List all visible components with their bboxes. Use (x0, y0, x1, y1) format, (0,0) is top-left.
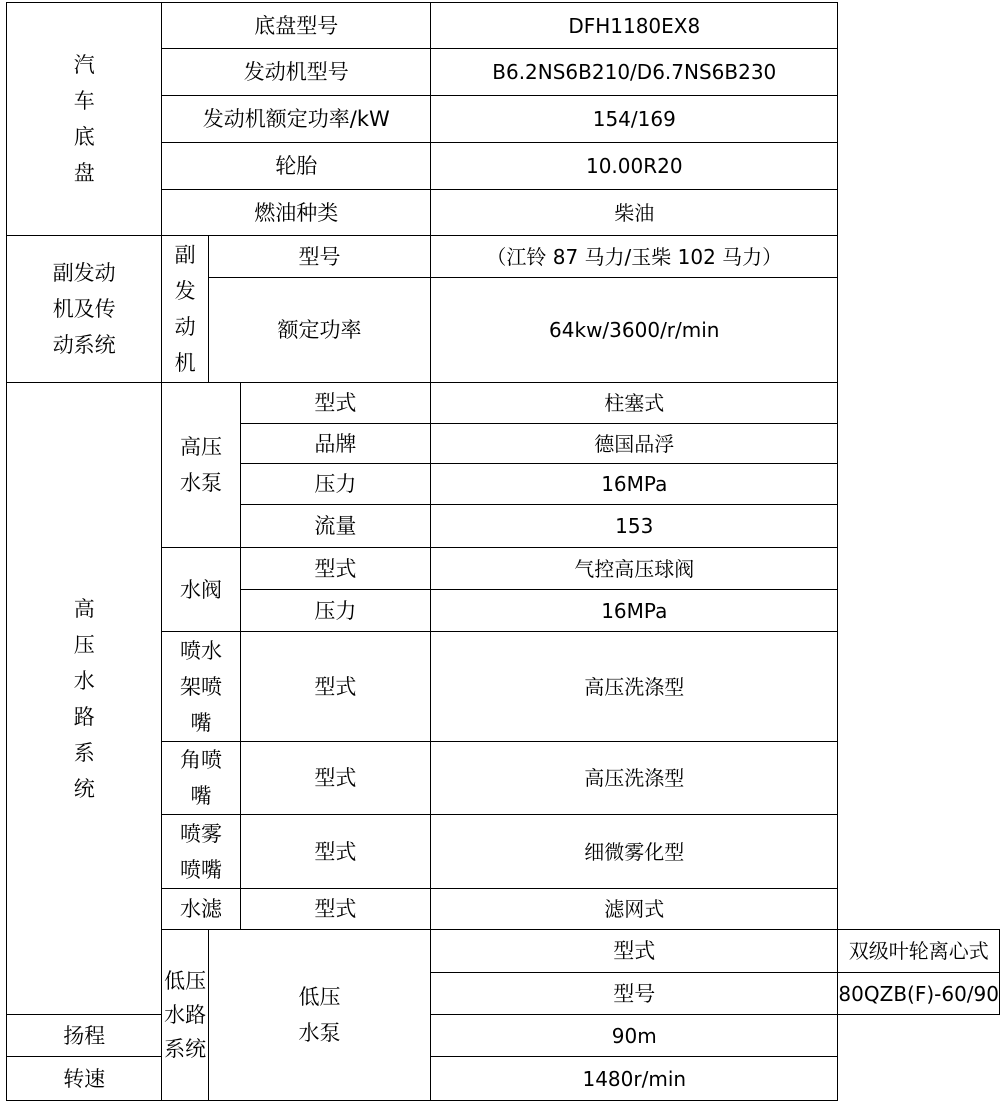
group-name: 角喷嘴 (162, 742, 240, 815)
spec-label: 型号 (208, 236, 430, 278)
spec-label: 压力 (240, 464, 431, 505)
spec-value: 1480r/min (431, 1057, 838, 1101)
aux-engine-category: 副发动机及传动系统 (7, 236, 162, 383)
spec-value: 90m (431, 1015, 838, 1057)
spec-label: 型式 (240, 548, 431, 590)
spec-label: 扬程 (7, 1015, 162, 1057)
aux-engine-sub: 副发动机 (162, 236, 208, 383)
spec-label: 发动机额定功率/kW (162, 96, 431, 143)
spec-table (6, 2, 1000, 1101)
spec-label: 型式 (240, 815, 431, 889)
spec-value: 气控高压球阀 (431, 548, 838, 590)
spec-value: 柴油 (431, 190, 838, 236)
spec-value: DFH1180EX8 (431, 3, 838, 49)
spec-value: （江铃 87 马力/玉柴 102 马力） (431, 236, 838, 278)
spec-value: 细微雾化型 (431, 815, 838, 889)
spec-label: 底盘型号 (162, 3, 431, 49)
spec-label: 型式 (240, 632, 431, 742)
spec-value: 柱塞式 (431, 383, 838, 424)
group-name: 喷水架喷嘴 (162, 632, 240, 742)
spec-value: 16MPa (431, 590, 838, 632)
spec-value: 高压洗涤型 (431, 742, 838, 815)
group-name: 低压水泵 (208, 930, 430, 1101)
spec-value: B6.2NS6B210/D6.7NS6B230 (431, 49, 838, 96)
spec-label: 型式 (431, 930, 838, 973)
lp-system-category: 低压水路系统 (162, 930, 208, 1101)
group-name: 喷雾喷嘴 (162, 815, 240, 889)
group-name: 水阀 (162, 548, 240, 632)
group-name: 水滤 (162, 889, 240, 930)
spec-value: 德国品浮 (431, 424, 838, 464)
spec-value: 10.00R20 (431, 143, 838, 190)
spec-value: 双级叶轮离心式 (838, 930, 1000, 973)
spec-label: 燃油种类 (162, 190, 431, 236)
spec-label: 型式 (240, 742, 431, 815)
spec-label: 压力 (240, 590, 431, 632)
spec-label: 品牌 (240, 424, 431, 464)
spec-label: 流量 (240, 505, 431, 548)
spec-value: 高压洗涤型 (431, 632, 838, 742)
spec-label: 发动机型号 (162, 49, 431, 96)
spec-value: 80QZB(F)-60/90 (838, 973, 1000, 1015)
spec-label: 型号 (431, 973, 838, 1015)
spec-value: 滤网式 (431, 889, 838, 930)
spec-label: 型式 (240, 383, 431, 424)
spec-label: 型式 (240, 889, 431, 930)
hp-system-category: 高压水路系统 (7, 383, 162, 1015)
spec-value: 64kw/3600/r/min (431, 278, 838, 383)
group-name: 高压水泵 (162, 383, 240, 548)
chassis-category: 汽车底盘 (7, 3, 162, 236)
spec-label: 额定功率 (208, 278, 430, 383)
spec-value: 153 (431, 505, 838, 548)
spec-value: 16MPa (431, 464, 838, 505)
spec-label: 转速 (7, 1057, 162, 1101)
spec-value: 154/169 (431, 96, 838, 143)
spec-label: 轮胎 (162, 143, 431, 190)
